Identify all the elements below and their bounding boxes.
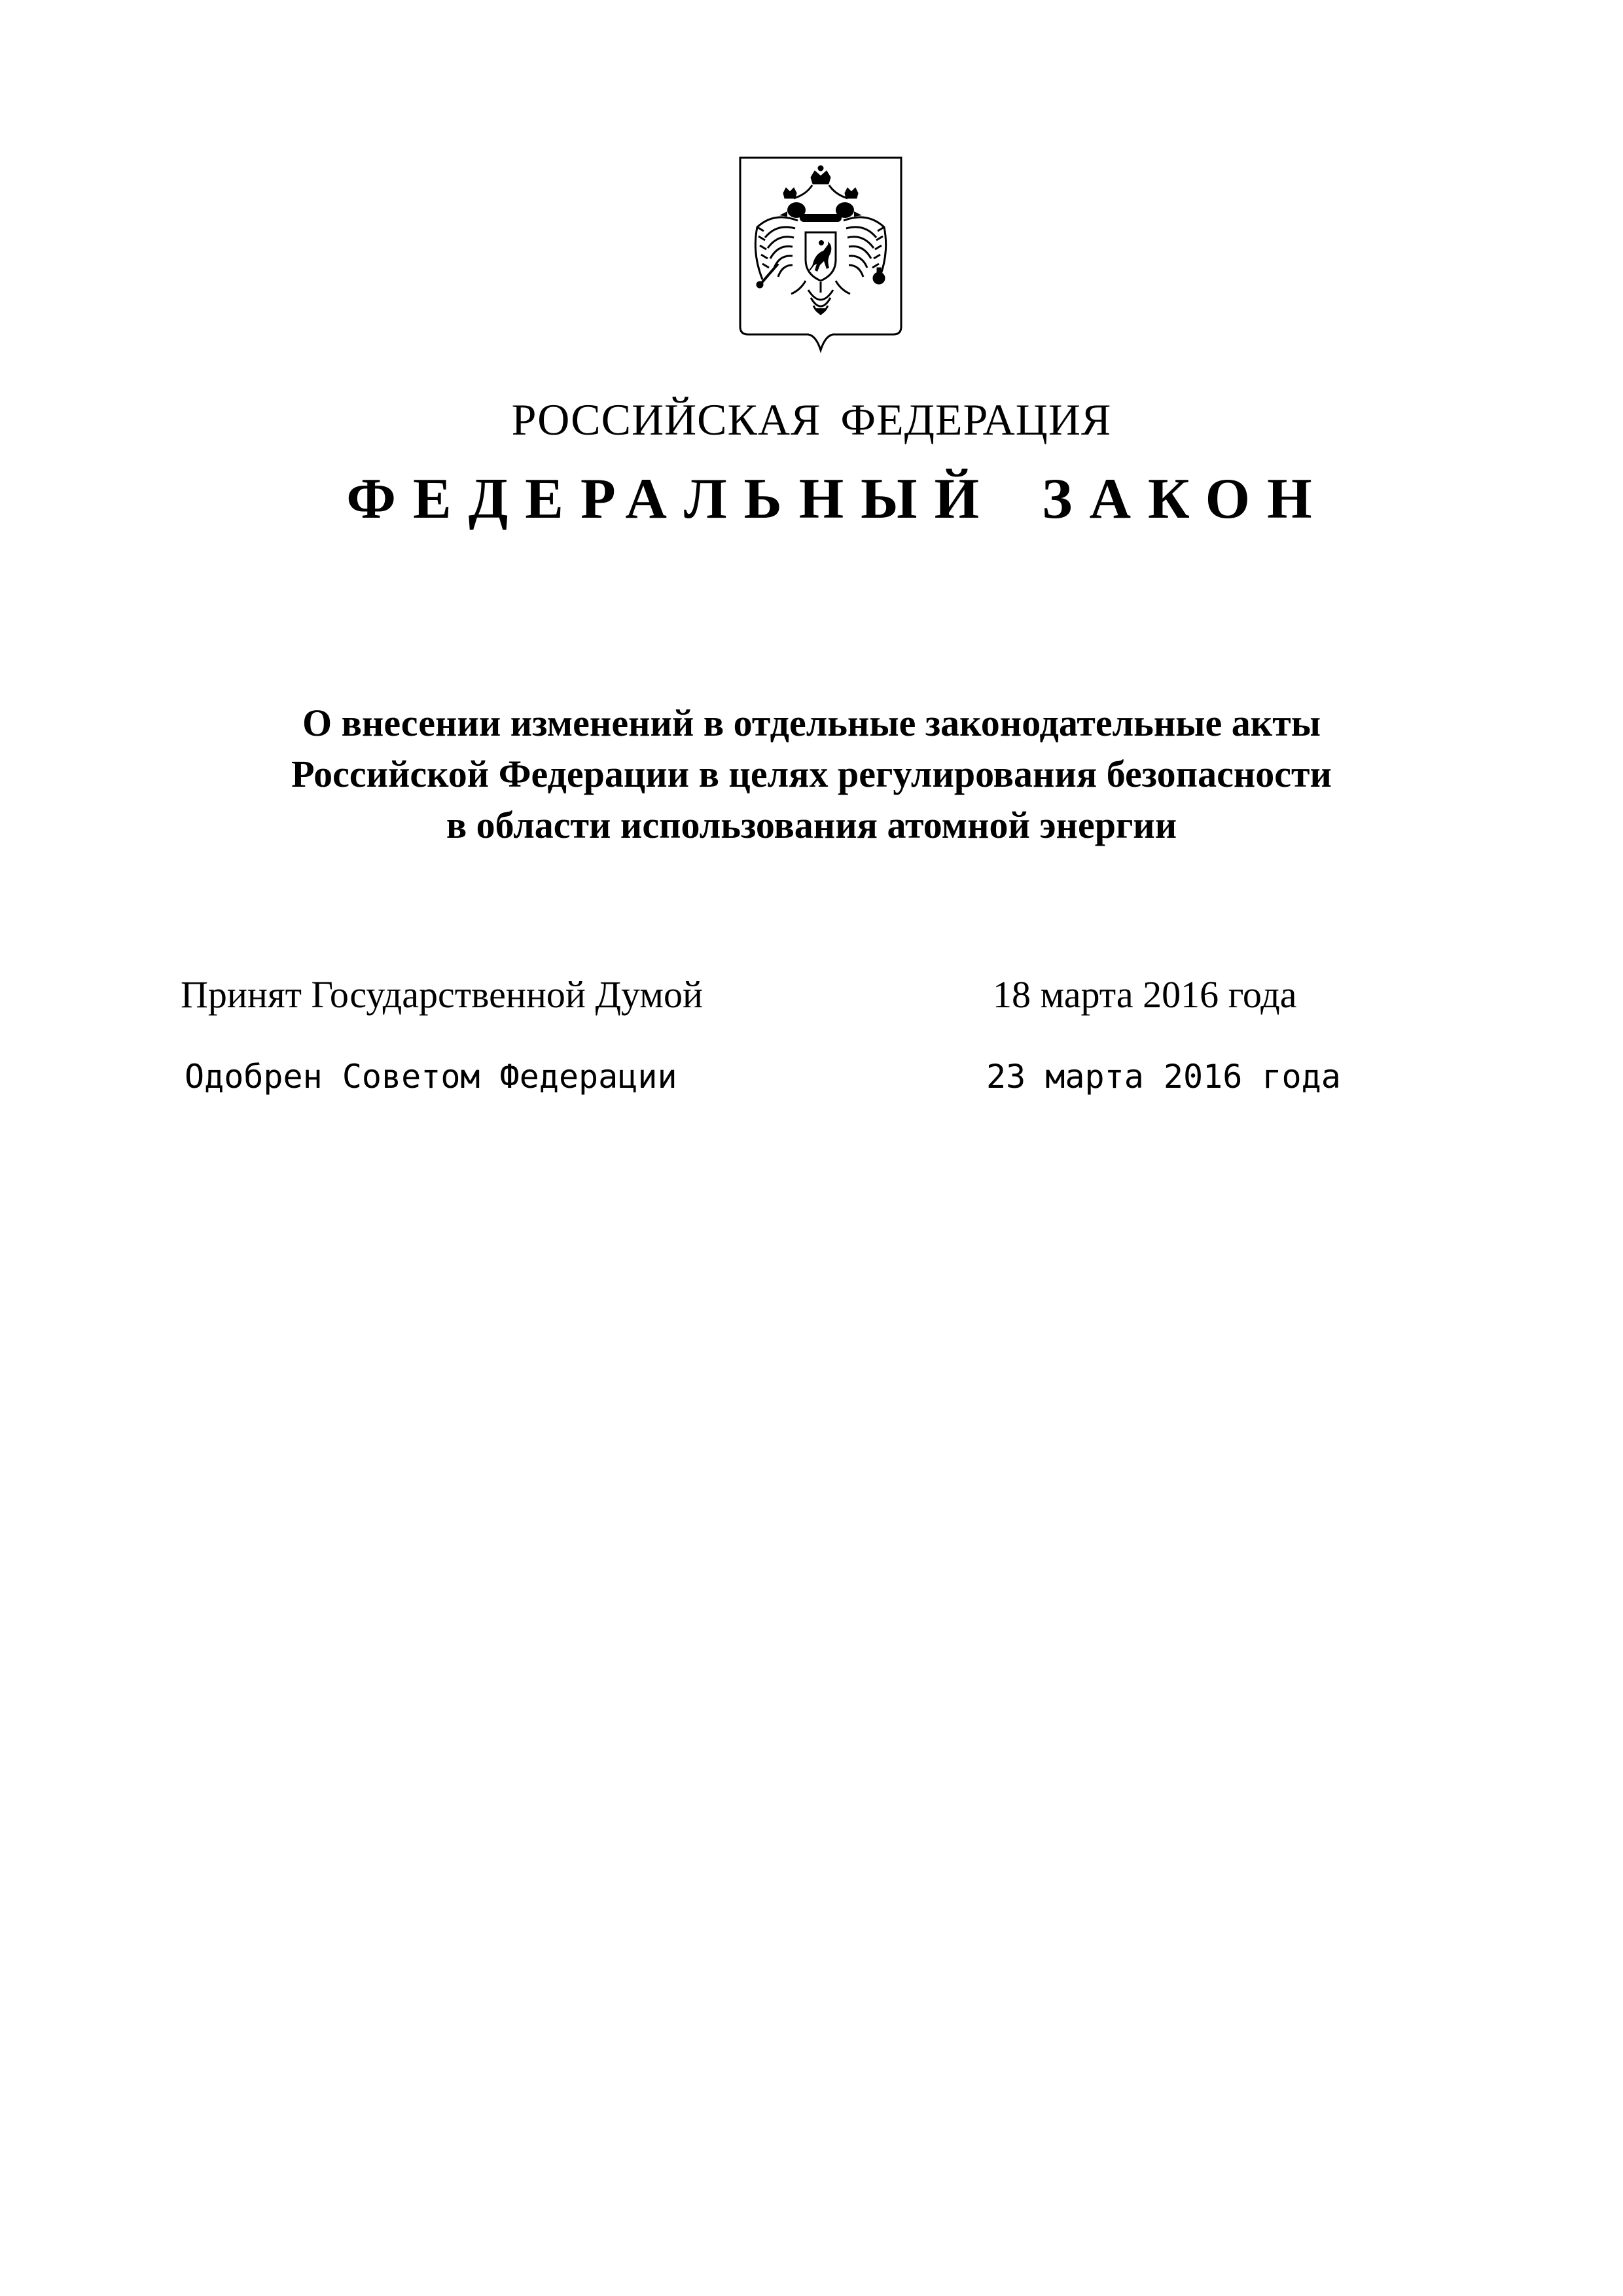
law-title-line: О внесении изменений в отдельные законодательные акты <box>302 702 1321 744</box>
document-type <box>26 463 1623 535</box>
country-name <box>0 390 1623 449</box>
country-word: ФЕДЕРАЦИЯ <box>840 395 1112 444</box>
adoption-date: 23 марта 2016 года <box>986 1058 1341 1096</box>
adoption-date: 18 марта 2016 года <box>993 973 1297 1016</box>
adoption-label: Одобрен Советом Федерации <box>185 1058 677 1096</box>
law-title-line: в области использования атомной энергии <box>446 804 1177 846</box>
adoption-row-duma <box>0 969 1623 1021</box>
law-title-line: Российской Федерации в целях регулирования безопасности <box>291 753 1332 795</box>
document-type-word: ЗАКОН <box>1042 467 1329 531</box>
country-word: РОССИЙСКАЯ <box>511 395 821 444</box>
adoption-row-federation-council <box>0 1050 1623 1103</box>
coat-of-arms-icon <box>738 155 904 353</box>
document-type-word: ФЕДЕРАЛЬНЫЙ <box>346 467 997 531</box>
law-title <box>0 698 1623 851</box>
adoption-label: Принят Государственной Думой <box>181 973 703 1016</box>
